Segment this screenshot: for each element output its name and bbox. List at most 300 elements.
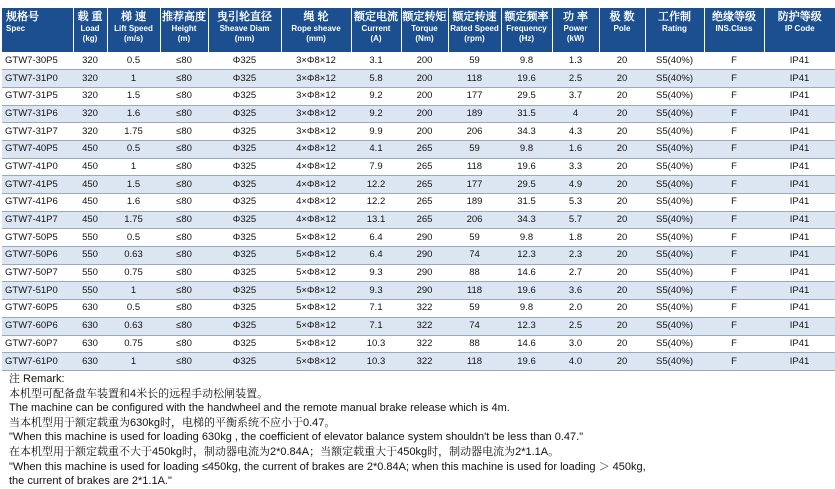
table-cell: 630 <box>73 300 107 318</box>
table-cell: 0.5 <box>107 300 160 318</box>
table-row <box>2 317 835 335</box>
remark-line: "When this machine is used for loading 630kg , the coefficient of elevator balance system shouldn't be less than 0.47." <box>9 431 584 444</box>
table-cell: F <box>704 247 764 265</box>
column-header-cn: 极 数 <box>609 11 635 23</box>
table-cell: S5(40%) <box>645 70 704 88</box>
table-cell: GTW7-50P6 <box>2 247 73 265</box>
table-cell: 265 <box>401 194 448 212</box>
table-cell: S5(40%) <box>645 282 704 300</box>
table-cell: 59 <box>448 52 501 70</box>
table-cell: 7.1 <box>351 317 401 335</box>
table-cell: 4×Φ8×12 <box>281 176 351 194</box>
table-cell: GTW7-41P6 <box>2 194 73 212</box>
table-cell: ≤80 <box>160 211 208 229</box>
table-cell: S5(40%) <box>645 300 704 318</box>
table-cell: 4×Φ8×12 <box>281 140 351 158</box>
table-cell: 9.8 <box>501 140 552 158</box>
column-header-en: Power (kW) <box>563 24 588 43</box>
column-header-en: Rope sheave (mm) <box>291 24 341 43</box>
table-cell: 450 <box>73 176 107 194</box>
table-cell: Φ325 <box>208 211 281 229</box>
table-cell: Φ325 <box>208 52 281 70</box>
table-cell: 0.5 <box>107 52 160 70</box>
table-cell: 3×Φ8×12 <box>281 87 351 105</box>
table-cell: 74 <box>448 247 501 265</box>
table-cell: S5(40%) <box>645 87 704 105</box>
table-cell: 4.1 <box>351 140 401 158</box>
table-cell: GTW7-30P5 <box>2 52 73 70</box>
column-header-cn: 额定频率 <box>504 11 549 23</box>
table-cell: 1 <box>107 353 160 371</box>
table-cell: 20 <box>599 335 645 353</box>
table-cell: ≤80 <box>160 317 208 335</box>
table-cell: 550 <box>73 247 107 265</box>
column-header-cn: 额定电流 <box>354 11 398 23</box>
table-cell: 5×Φ8×12 <box>281 335 351 353</box>
table-cell: 265 <box>401 140 448 158</box>
column-header-en: Height (m) <box>171 24 197 43</box>
table-cell: F <box>704 158 764 176</box>
table-cell: 29.5 <box>501 176 552 194</box>
column-header <box>599 8 645 52</box>
table-cell: 5×Φ8×12 <box>281 300 351 318</box>
table-cell: 1 <box>107 158 160 176</box>
table-cell: 74 <box>448 317 501 335</box>
table-cell: 5.7 <box>552 211 599 229</box>
table-cell: 118 <box>448 70 501 88</box>
table-cell: S5(40%) <box>645 229 704 247</box>
table-cell: 19.6 <box>501 353 552 371</box>
table-cell: 3×Φ8×12 <box>281 52 351 70</box>
table-cell: 20 <box>599 140 645 158</box>
table-row <box>2 300 835 318</box>
table-cell: Φ325 <box>208 335 281 353</box>
table-cell: F <box>704 176 764 194</box>
table-cell: 320 <box>73 123 107 141</box>
remark-line: 本机型可配备盘车装置和4米长的远程手动松闸装置。 <box>9 387 269 400</box>
table-cell: IP41 <box>764 176 835 194</box>
table-cell: S5(40%) <box>645 158 704 176</box>
table-cell: F <box>704 52 764 70</box>
table-cell: 3×Φ8×12 <box>281 123 351 141</box>
table-cell: 20 <box>599 52 645 70</box>
table-cell: 20 <box>599 353 645 371</box>
column-header <box>160 8 208 52</box>
table-cell: ≤80 <box>160 264 208 282</box>
table-row <box>2 282 835 300</box>
table-cell: Φ325 <box>208 194 281 212</box>
table-cell: S5(40%) <box>645 123 704 141</box>
table-cell: 322 <box>401 353 448 371</box>
remarks-title: 注 Remark: <box>9 373 65 385</box>
table-cell: GTW7-41P5 <box>2 176 73 194</box>
table-cell: 7.1 <box>351 300 401 318</box>
table-cell: 12.3 <box>501 317 552 335</box>
table-cell: 450 <box>73 194 107 212</box>
table-cell: 5×Φ8×12 <box>281 282 351 300</box>
table-cell: 322 <box>401 300 448 318</box>
table-cell: 9.8 <box>501 300 552 318</box>
column-header-cn: 绳 轮 <box>303 11 329 23</box>
spec-table <box>2 8 835 371</box>
table-cell: 5×Φ8×12 <box>281 247 351 265</box>
table-cell: 290 <box>401 282 448 300</box>
table-cell: 4.3 <box>552 123 599 141</box>
column-header <box>401 8 448 52</box>
table-cell: GTW7-31P6 <box>2 105 73 123</box>
table-cell: S5(40%) <box>645 105 704 123</box>
table-cell: 320 <box>73 70 107 88</box>
table-cell: 10.3 <box>351 335 401 353</box>
table-cell: 20 <box>599 211 645 229</box>
table-cell: 1.5 <box>107 87 160 105</box>
table-cell: IP41 <box>764 140 835 158</box>
table-cell: ≤80 <box>160 87 208 105</box>
table-cell: 2.3 <box>552 247 599 265</box>
table-cell: 88 <box>448 335 501 353</box>
table-cell: Φ325 <box>208 105 281 123</box>
table-cell: 450 <box>73 158 107 176</box>
table-body <box>2 52 835 370</box>
column-header-cn: 规格号 <box>6 11 39 23</box>
table-cell: 7.9 <box>351 158 401 176</box>
table-header-row <box>2 8 835 52</box>
column-header-en: Sheave Diam (mm) <box>219 24 270 43</box>
table-cell: Φ325 <box>208 317 281 335</box>
table-cell: 1.6 <box>107 194 160 212</box>
column-header-en: IP Code <box>784 24 815 33</box>
table-row <box>2 105 835 123</box>
column-header <box>764 8 835 52</box>
table-cell: Φ325 <box>208 140 281 158</box>
column-header <box>208 8 281 52</box>
table-cell: 12.3 <box>501 247 552 265</box>
table-cell: 20 <box>599 87 645 105</box>
column-header-cn: 额定转矩 <box>402 11 447 23</box>
remark-line: 当本机型用于额定载重为630kg时，电梯的平衡系统不应小于0.47。 <box>9 416 336 429</box>
table-cell: ≤80 <box>160 52 208 70</box>
table-cell: 4×Φ8×12 <box>281 158 351 176</box>
table-cell: IP41 <box>764 87 835 105</box>
table-cell: IP41 <box>764 247 835 265</box>
table-cell: 1 <box>107 70 160 88</box>
column-header-en: Torque (Nm) <box>411 24 438 43</box>
table-cell: S5(40%) <box>645 140 704 158</box>
table-cell: 20 <box>599 70 645 88</box>
column-header-en: Frequency (Hz) <box>506 24 547 43</box>
column-header-cn: 梯 速 <box>120 11 147 23</box>
table-cell: 4×Φ8×12 <box>281 211 351 229</box>
table-cell: 2.7 <box>552 264 599 282</box>
table-cell: 20 <box>599 264 645 282</box>
table-cell: IP41 <box>764 317 835 335</box>
table-cell: 206 <box>448 211 501 229</box>
table-cell: IP41 <box>764 211 835 229</box>
table-cell: 5×Φ8×12 <box>281 317 351 335</box>
table-cell: ≤80 <box>160 229 208 247</box>
table-cell: 2.5 <box>552 317 599 335</box>
column-header-en: INS.Class <box>715 24 753 33</box>
table-row <box>2 70 835 88</box>
table-cell: 9.8 <box>501 52 552 70</box>
table-cell: 20 <box>599 158 645 176</box>
remarks-block <box>9 372 784 489</box>
table-cell: 5×Φ8×12 <box>281 229 351 247</box>
table-cell: 20 <box>599 229 645 247</box>
table-cell: 1.75 <box>107 211 160 229</box>
table-cell: 34.3 <box>501 211 552 229</box>
table-cell: IP41 <box>764 194 835 212</box>
table-cell: F <box>704 264 764 282</box>
table-cell: 20 <box>599 194 645 212</box>
table-row <box>2 87 835 105</box>
table-cell: 290 <box>401 247 448 265</box>
table-cell: GTW7-40P5 <box>2 140 73 158</box>
table-cell: 20 <box>599 282 645 300</box>
table-cell: GTW7-31P0 <box>2 70 73 88</box>
table-cell: 6.4 <box>351 247 401 265</box>
table-cell: F <box>704 282 764 300</box>
table-cell: 200 <box>401 52 448 70</box>
column-header <box>501 8 552 52</box>
table-cell: IP41 <box>764 353 835 371</box>
table-cell: 19.6 <box>501 70 552 88</box>
table-cell: IP41 <box>764 335 835 353</box>
table-cell: 290 <box>401 264 448 282</box>
table-cell: 3×Φ8×12 <box>281 105 351 123</box>
column-header <box>552 8 599 52</box>
table-cell: 34.3 <box>501 123 552 141</box>
table-cell: F <box>704 300 764 318</box>
table-cell: 630 <box>73 317 107 335</box>
table-cell: 200 <box>401 87 448 105</box>
table-cell: 20 <box>599 123 645 141</box>
table-cell: GTW7-50P5 <box>2 229 73 247</box>
table-row <box>2 335 835 353</box>
table-row <box>2 353 835 371</box>
table-cell: F <box>704 317 764 335</box>
table-cell: GTW7-51P0 <box>2 282 73 300</box>
table-cell: S5(40%) <box>645 194 704 212</box>
remark-line: 在本机型用于额定载重不大于450kg时，制动器电流为2*0.84A；当额定载重大于450kg时，制动器电流为2*1.1A。 <box>9 445 560 458</box>
table-cell: IP41 <box>764 264 835 282</box>
table-cell: 0.75 <box>107 264 160 282</box>
table-cell: F <box>704 194 764 212</box>
table-cell: F <box>704 140 764 158</box>
table-cell: 9.8 <box>501 229 552 247</box>
table-cell: 59 <box>448 300 501 318</box>
table-cell: 630 <box>73 353 107 371</box>
table-cell: 200 <box>401 123 448 141</box>
table-cell: 2.5 <box>552 70 599 88</box>
column-header-cn: 曳引轮直径 <box>217 11 272 23</box>
table-cell: 20 <box>599 105 645 123</box>
table-cell: IP41 <box>764 300 835 318</box>
table-cell: 320 <box>73 105 107 123</box>
table-cell: S5(40%) <box>645 52 704 70</box>
table-cell: IP41 <box>764 229 835 247</box>
table-cell: 550 <box>73 282 107 300</box>
table-cell: S5(40%) <box>645 353 704 371</box>
table-cell: F <box>704 211 764 229</box>
table-cell: 4.9 <box>552 176 599 194</box>
table-cell: 450 <box>73 211 107 229</box>
table-cell: IP41 <box>764 158 835 176</box>
table-cell: 4×Φ8×12 <box>281 194 351 212</box>
table-cell: F <box>704 229 764 247</box>
table-row <box>2 264 835 282</box>
table-cell: Φ325 <box>208 264 281 282</box>
table-cell: 3.6 <box>552 282 599 300</box>
table-cell: 2.0 <box>552 300 599 318</box>
table-cell: F <box>704 335 764 353</box>
table-cell: 3×Φ8×12 <box>281 70 351 88</box>
table-cell: 550 <box>73 264 107 282</box>
table-cell: IP41 <box>764 52 835 70</box>
table-cell: 322 <box>401 317 448 335</box>
table-cell: ≤80 <box>160 300 208 318</box>
table-cell: 4 <box>552 105 599 123</box>
table-cell: 177 <box>448 176 501 194</box>
table-cell: ≤80 <box>160 105 208 123</box>
column-header-cn: 额定转速 <box>452 11 497 23</box>
table-cell: 118 <box>448 158 501 176</box>
table-cell: 20 <box>599 176 645 194</box>
table-row <box>2 229 835 247</box>
table-cell: 0.5 <box>107 229 160 247</box>
table-cell: 189 <box>448 105 501 123</box>
table-cell: ≤80 <box>160 247 208 265</box>
table-cell: 14.6 <box>501 264 552 282</box>
table-row <box>2 247 835 265</box>
table-cell: 0.5 <box>107 140 160 158</box>
table-cell: S5(40%) <box>645 317 704 335</box>
column-header-en: Load (kg) <box>80 24 100 43</box>
column-header-cn: 防护等级 <box>777 11 822 23</box>
table-cell: 9.9 <box>351 123 401 141</box>
table-cell: 630 <box>73 335 107 353</box>
column-header <box>107 8 160 52</box>
table-cell: ≤80 <box>160 353 208 371</box>
table-cell: GTW7-60P7 <box>2 335 73 353</box>
table-cell: 206 <box>448 123 501 141</box>
table-cell: GTW7-31P7 <box>2 123 73 141</box>
column-header <box>281 8 351 52</box>
table-cell: 5×Φ8×12 <box>281 264 351 282</box>
column-header-en: Current (A) <box>361 24 391 43</box>
table-cell: GTW7-61P0 <box>2 353 73 371</box>
table-cell: 5×Φ8×12 <box>281 353 351 371</box>
table-cell: 550 <box>73 229 107 247</box>
column-header-en: Lift Speed (m/s) <box>114 24 153 43</box>
table-row <box>2 123 835 141</box>
column-header-en: Pole <box>613 24 631 33</box>
table-cell: 1.75 <box>107 123 160 141</box>
table-row <box>2 211 835 229</box>
table-cell: 14.6 <box>501 335 552 353</box>
table-cell: Φ325 <box>208 123 281 141</box>
column-header-en: Spec <box>6 24 26 33</box>
table-cell: S5(40%) <box>645 247 704 265</box>
table-cell: 29.5 <box>501 87 552 105</box>
table-cell: 5.8 <box>351 70 401 88</box>
table-cell: ≤80 <box>160 123 208 141</box>
table-cell: 12.2 <box>351 194 401 212</box>
table-cell: 31.5 <box>501 194 552 212</box>
remark-line: the current of brakes are 2*1.1A." <box>9 475 172 488</box>
table-cell: Φ325 <box>208 247 281 265</box>
table-cell: 0.75 <box>107 335 160 353</box>
column-header <box>645 8 704 52</box>
table-cell: 320 <box>73 87 107 105</box>
table-cell: 5.3 <box>552 194 599 212</box>
table-cell: Φ325 <box>208 282 281 300</box>
table-cell: 1.6 <box>107 105 160 123</box>
table-cell: 9.2 <box>351 105 401 123</box>
table-cell: 20 <box>599 317 645 335</box>
table-cell: 19.6 <box>501 282 552 300</box>
table-cell: GTW7-60P6 <box>2 317 73 335</box>
table-cell: 3.1 <box>351 52 401 70</box>
table-cell: 200 <box>401 70 448 88</box>
table-cell: 59 <box>448 229 501 247</box>
table-cell: 3.0 <box>552 335 599 353</box>
column-header-en: Rated Speed (rpm) <box>450 24 499 43</box>
table-cell: 19.6 <box>501 158 552 176</box>
table-cell: 265 <box>401 176 448 194</box>
table-cell: IP41 <box>764 105 835 123</box>
table-cell: 1.8 <box>552 229 599 247</box>
table-cell: 0.63 <box>107 317 160 335</box>
column-header <box>2 8 73 52</box>
column-header <box>351 8 401 52</box>
table-cell: ≤80 <box>160 158 208 176</box>
table-cell: 200 <box>401 105 448 123</box>
table-cell: 450 <box>73 140 107 158</box>
table-cell: ≤80 <box>160 194 208 212</box>
table-row <box>2 158 835 176</box>
table-cell: IP41 <box>764 70 835 88</box>
table-cell: 13.1 <box>351 211 401 229</box>
table-cell: Φ325 <box>208 176 281 194</box>
table-cell: 290 <box>401 229 448 247</box>
table-cell: F <box>704 123 764 141</box>
column-header-cn: 工作制 <box>658 11 691 23</box>
table-cell: 31.5 <box>501 105 552 123</box>
table-cell: GTW7-50P7 <box>2 264 73 282</box>
table-cell: 20 <box>599 300 645 318</box>
table-cell: F <box>704 70 764 88</box>
table-cell: F <box>704 353 764 371</box>
table-cell: 177 <box>448 87 501 105</box>
table-cell: 118 <box>448 353 501 371</box>
table-cell: 12.2 <box>351 176 401 194</box>
column-header-cn: 绝缘等级 <box>712 11 756 23</box>
table-cell: ≤80 <box>160 282 208 300</box>
table-cell: Φ325 <box>208 87 281 105</box>
table-cell: S5(40%) <box>645 211 704 229</box>
table-cell: GTW7-41P7 <box>2 211 73 229</box>
table-cell: 88 <box>448 264 501 282</box>
table-cell: IP41 <box>764 123 835 141</box>
table-cell: ≤80 <box>160 176 208 194</box>
table-cell: 4.0 <box>552 353 599 371</box>
table-cell: 0.63 <box>107 247 160 265</box>
table-cell: 10.3 <box>351 353 401 371</box>
table-cell: 1.3 <box>552 52 599 70</box>
table-cell: 9.3 <box>351 264 401 282</box>
table-cell: S5(40%) <box>645 264 704 282</box>
